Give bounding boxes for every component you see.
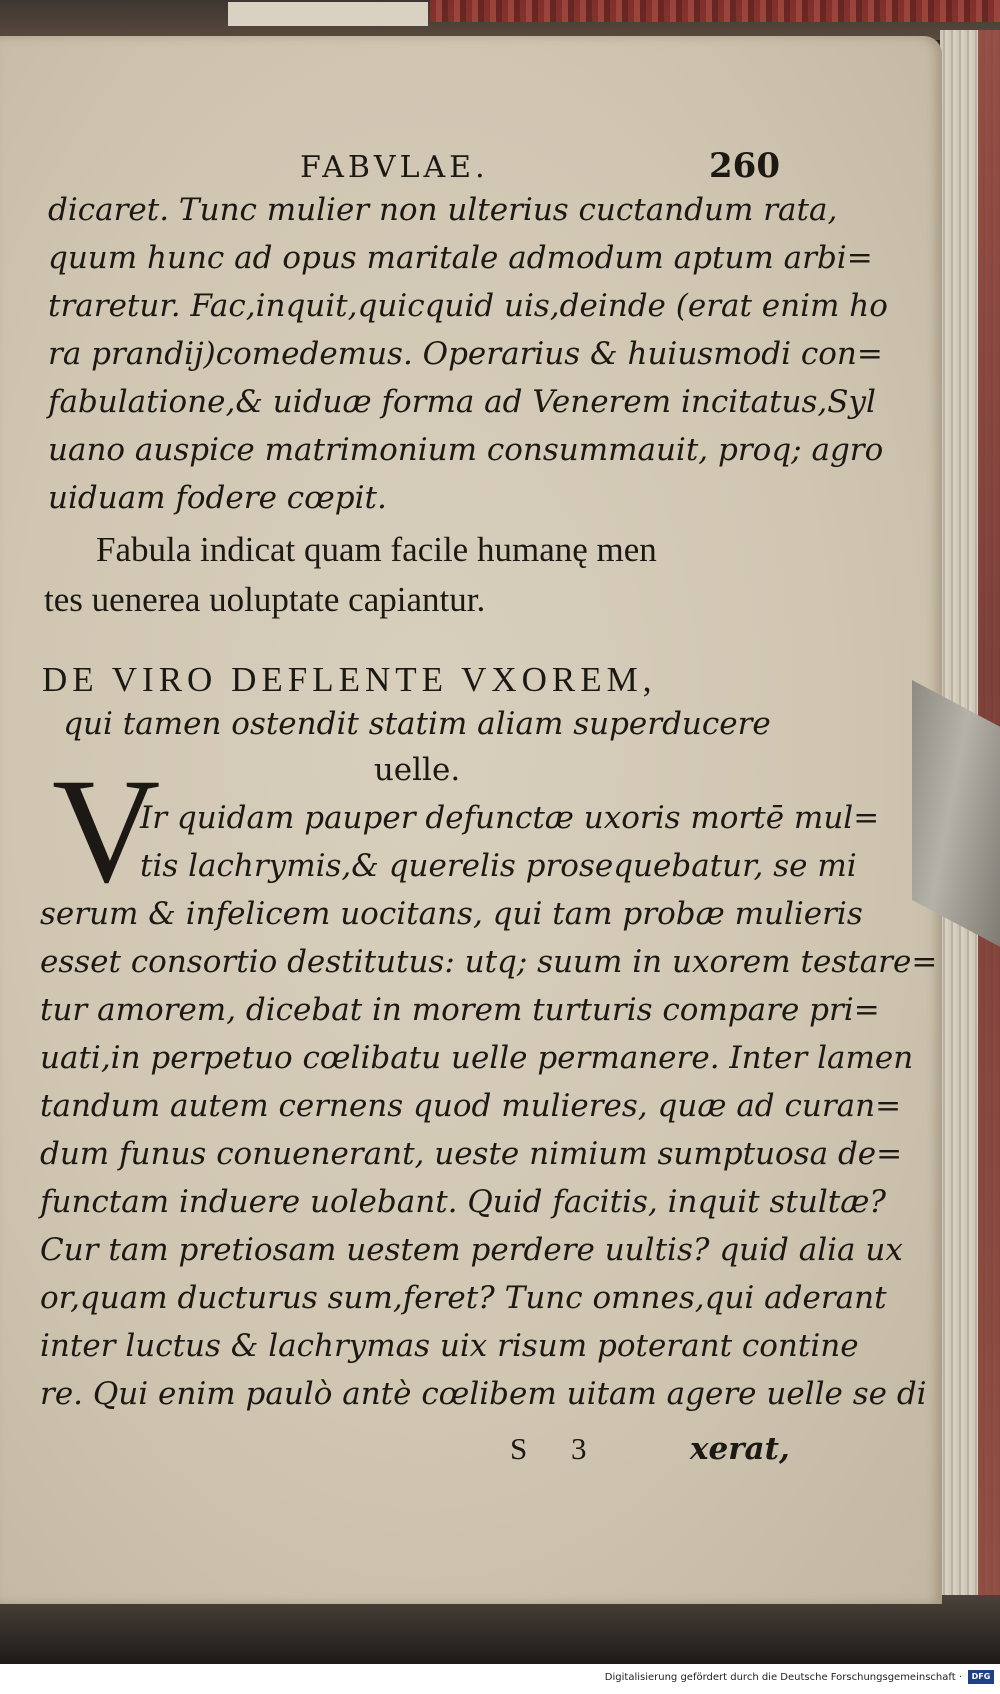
body-line: uano auspice matrimonium consummauit, proq; agro [48, 432, 884, 468]
story-line: tis lachrymis,& querelis prosequebatur, se mi [140, 848, 857, 884]
page-number: 260 [709, 146, 780, 186]
body-line: quum hunc ad opus maritale admodum aptum arbi= [48, 240, 873, 276]
moral-line: tes uenerea uoluptate capiantur. [44, 580, 486, 619]
story-line: or,quam ducturus sum,feret? Tunc omnes,qui aderant [40, 1280, 887, 1316]
book-top-edge [0, 0, 1000, 40]
body-line: traretur. Fac,inquit,quicquid uis,deinde (erat enim ho [48, 288, 888, 324]
story-line: tandum autem cernens quod mulieres, quæ ad curan= [40, 1088, 902, 1124]
story-line: serum & infelicem uocitans, qui tam probæ mulieris [40, 896, 863, 932]
book-bottom-edge [0, 1595, 1000, 1665]
book-cover-top [430, 0, 1000, 22]
body-line: fabulatione,& uiduæ forma ad Venerem incitatus,Syl [48, 384, 876, 420]
section-heading: DE VIRO DEFLENTE VXOREM, [42, 660, 657, 699]
story-line: re. Qui enim paulò antè cœlibem uitam agere uelle se di [40, 1376, 927, 1412]
story-line: Ir quidam pauper defunctæ uxoris mortē mul= [140, 800, 880, 836]
body-line: ra prandij)comedemus. Operarius & huiusmodi con= [48, 336, 883, 372]
running-head: FABVLAE. [300, 150, 489, 185]
body-line: uiduam fodere cœpit. [48, 480, 387, 516]
story-line: esset consortio destitutus: utq; suum in uxorem testare= [40, 944, 938, 980]
story-line: functam induere uolebant. Quid facitis, inquit stultæ? [40, 1184, 886, 1220]
book-page [0, 36, 942, 1604]
bookmark-strip [912, 680, 1000, 947]
story-line: dum funus conuenerant, ueste nimium sumptuosa de= [40, 1136, 903, 1172]
story-line: inter luctus & lachrymas uix risum poterant contine [40, 1328, 859, 1364]
dfg-logo: DFG [968, 1670, 994, 1684]
section-subheading: qui tamen ostendit statim aliam superducere [63, 706, 771, 742]
body-line: dicaret. Tunc mulier non ulterius cuctandum rata, [48, 192, 838, 228]
catchword: xerat, [690, 1431, 790, 1467]
story-line: Cur tam pretiosam uestem perdere uultis? quid alia ux [40, 1232, 903, 1268]
moral-line: Fabula indicat quam facile humanę men [96, 530, 657, 569]
page-header [300, 146, 780, 190]
signature-mark: S 3 [510, 1431, 605, 1466]
footer-bar [0, 1664, 1000, 1694]
story-line: tur amorem, dicebat in morem turturis compare pri= [40, 992, 880, 1028]
footer-credit: Digitalisierung gefördert durch die Deutsche Forschungsgemeinschaft · [604, 1672, 962, 1683]
drop-cap: V [52, 748, 161, 914]
story-line: uati,in perpetuo cœlibatu uelle permanere. Inter lamen [40, 1040, 914, 1076]
section-subheading-end: uelle. [373, 752, 461, 788]
page-text [0, 36, 942, 1604]
paper-slip [228, 2, 428, 26]
